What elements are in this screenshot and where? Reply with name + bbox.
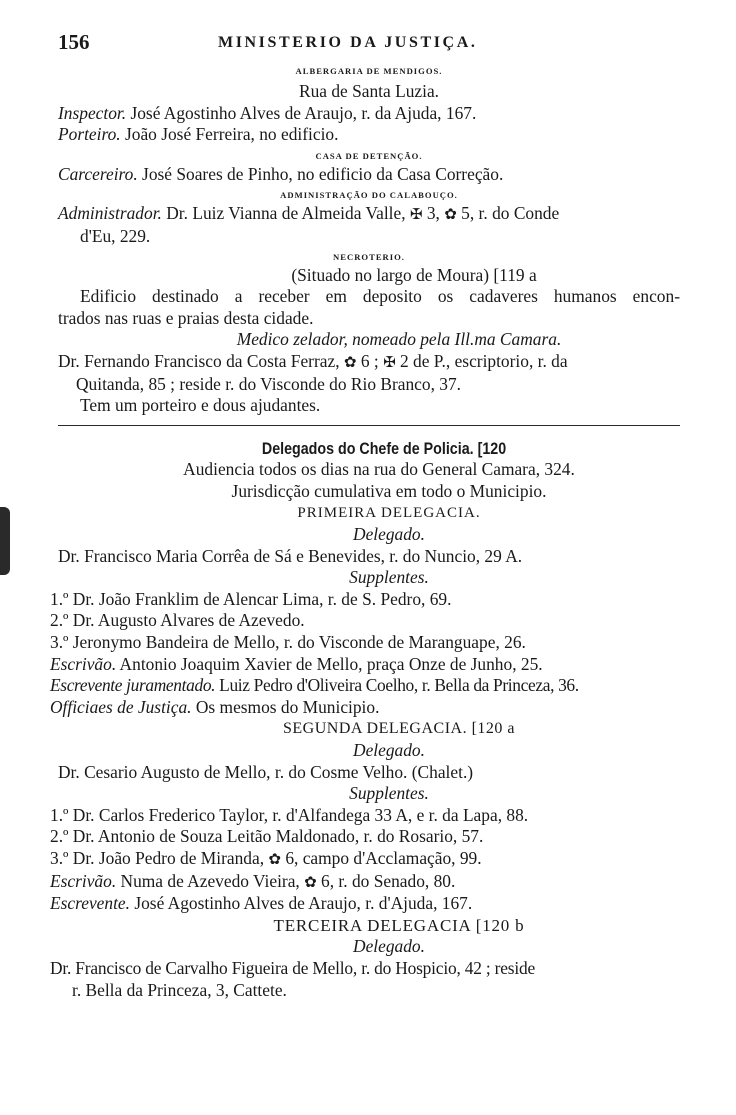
primeira-supplentes-label: Supplentes. — [349, 567, 429, 588]
medico-subheading: Medico zelador, nomeado pela Ill.ma Camara. — [236, 329, 562, 350]
terceira-delegacia-title: TERCEIRA DELEGACIA [120 b — [273, 915, 525, 935]
primeira-supplente-1: 1.º Dr. João Franklim de Alencar Lima, r. de S. Pedro, 69. — [50, 588, 452, 609]
section-heading-detencao: CASA DE DETENÇÃO. — [315, 150, 423, 161]
escrevente-role: Escrevente juramentado. — [50, 675, 216, 696]
necroterio-location: (Situado no largo de Moura) [119 a — [291, 264, 537, 285]
segunda-delegado: Dr. Cesario Augusto de Mello, r. do Cosme Velho. (Chalet.) — [58, 761, 474, 782]
primeira-escrevente — [50, 675, 680, 697]
terceira-delegado-label: Delegado. — [353, 936, 425, 957]
segunda-escrivao — [50, 871, 680, 894]
segunda-supplente-3-a: 3.º Dr. João Pedro de Miranda, — [50, 848, 269, 868]
segunda-escrivao-b: 6, r. do Senado, 80. — [316, 870, 456, 891]
escrivao-role: Escrivão. — [50, 653, 117, 674]
necroterio-description-2: trados nas ruas e praias desta cidade. — [58, 307, 314, 328]
delegados-jurisdiction: Jurisdicção cumulativa em todo o Municipio. — [231, 480, 547, 501]
segunda-delegado-label: Delegado. — [353, 740, 425, 761]
document-page — [50, 30, 680, 1001]
rose-icon: ✿ — [343, 352, 357, 371]
inspector-entry — [58, 103, 680, 125]
rose-icon: ✿ — [444, 205, 457, 224]
terceira-delegado-continuation: r. Bella da Princeza, 3, Cattete. — [72, 979, 287, 1000]
primeira-supplente-3: 3.º Jeronymo Bandeira de Mello, r. do Visconde de Maranguape, 26. — [50, 632, 526, 653]
officiaes-text: Os mesmos do Municipio. — [191, 696, 380, 717]
primeira-delegado-label: Delegado. — [353, 524, 425, 545]
segunda-delegacia-title: SEGUNDA DELEGACIA. [120 a — [282, 720, 516, 738]
page-number: 156 — [58, 30, 90, 54]
escrivao-text: Antonio Joaquim Xavier de Mello, praça Onze de Junho, 25. — [116, 653, 543, 674]
segunda-supplente-3 — [50, 848, 680, 871]
primeira-escrivao — [50, 654, 680, 676]
segunda-supplentes-label: Supplentes. — [349, 783, 429, 804]
medico-continuation: Quitanda, 85 ; reside r. do Visconde do Rio Branco, 37. — [76, 373, 462, 394]
porteiro-text: João José Ferreira, no edificio. — [120, 124, 339, 145]
terceira-delegado: Dr. Francisco de Carvalho Figueira de Mello, r. do Hospicio, 42 ; reside — [50, 957, 535, 978]
medico-entry — [58, 351, 680, 374]
delegados-title-row — [58, 438, 680, 460]
administrador-entry — [58, 203, 680, 226]
porteiro-entry — [58, 124, 680, 146]
primeira-supplente-2: 2.º Dr. Augusto Alvares de Azevedo. — [50, 610, 305, 631]
necroterio-description-1: Edificio destinado a receber em deposito os cadaveres humanos encon- — [80, 286, 680, 307]
necroterio-staff: Tem um porteiro e dous ajudantes. — [80, 395, 321, 416]
primeira-delegacia-title: PRIMEIRA DELEGACIA. — [297, 504, 481, 521]
segunda-supplente-1: 1.º Dr. Carlos Frederico Taylor, r. d'Alfandega 33 A, e r. da Lapa, 88. — [50, 804, 529, 825]
administrador-text-c: 5, r. do Conde — [456, 203, 560, 224]
escrevente-text: José Agostinho Alves de Araujo, r. d'Ajuda, 167. — [129, 893, 473, 914]
medico-text-b: 6 ; — [356, 350, 384, 371]
rose-icon: ✿ — [304, 872, 317, 891]
delegados-title: Delegados do Chefe de Policia. [120 — [261, 438, 507, 458]
carcereiro-text: José Soares de Pinho, no edificio da Casa Correção. — [137, 163, 504, 184]
escrevente-role: Escrevente. — [50, 893, 130, 914]
administrador-text-b: 3, — [422, 203, 445, 224]
section-divider — [58, 425, 680, 426]
delegados-hours: Audiencia todos os dias na rua do General Camara, 324. — [183, 459, 575, 480]
segunda-escrivao-a: Numa de Azevedo Vieira, — [116, 870, 305, 891]
segunda-escrevente — [50, 893, 680, 915]
section-heading-albergaria: ALBERGARIA DE MENDIGOS. — [295, 66, 443, 76]
escrevente-text: Luiz Pedro d'Oliveira Coelho, r. Bella da Princeza, 36. — [215, 675, 579, 696]
segunda-supplente-3-b: 6, campo d'Acclamação, 99. — [280, 848, 482, 868]
carcereiro-role: Carcereiro. — [58, 163, 138, 184]
rose-icon: ✿ — [268, 850, 281, 868]
segunda-supplente-2: 2.º Dr. Antonio de Souza Leitão Maldonado, r. do Rosario, 57. — [50, 826, 484, 847]
section-heading-necroterio: NECROTERIO. — [333, 251, 405, 262]
administrador-text: Dr. Luiz Vianna de Almeida Valle, — [161, 203, 410, 224]
administrador-continuation: d'Eu, 229. — [80, 225, 151, 246]
medico-text-a: Dr. Fernando Francisco da Costa Ferraz, — [58, 350, 344, 371]
escrivao-role: Escrivão. — [50, 870, 117, 891]
running-head: MINISTERIO DA JUSTIÇA. — [218, 34, 478, 51]
inspector-role: Inspector. — [58, 102, 127, 123]
carcereiro-entry — [58, 164, 680, 186]
cross-icon: ✠ — [383, 352, 396, 371]
inspector-text: José Agostinho Alves de Araujo, r. da Ajuda, 167. — [126, 102, 477, 123]
albergaria-address: Rua de Santa Luzia. — [298, 81, 440, 101]
porteiro-role: Porteiro. — [58, 124, 121, 145]
officiaes-role: Officiaes de Justiça. — [50, 696, 192, 717]
primeira-officiaes — [50, 697, 680, 719]
primeira-delegado: Dr. Francisco Maria Corrêa de Sá e Benevides, r. do Nuncio, 29 A. — [58, 545, 523, 566]
administrador-role: Administrador. — [58, 203, 162, 224]
cross-icon: ✠ — [409, 205, 423, 224]
medico-text-c: 2 de P., escriptorio, r. da — [395, 350, 568, 371]
page-header — [58, 30, 680, 56]
section-heading-calabouco: ADMINISTRAÇÃO DO CALABOUÇO. — [280, 190, 458, 201]
binding-edge-mark — [0, 507, 10, 575]
